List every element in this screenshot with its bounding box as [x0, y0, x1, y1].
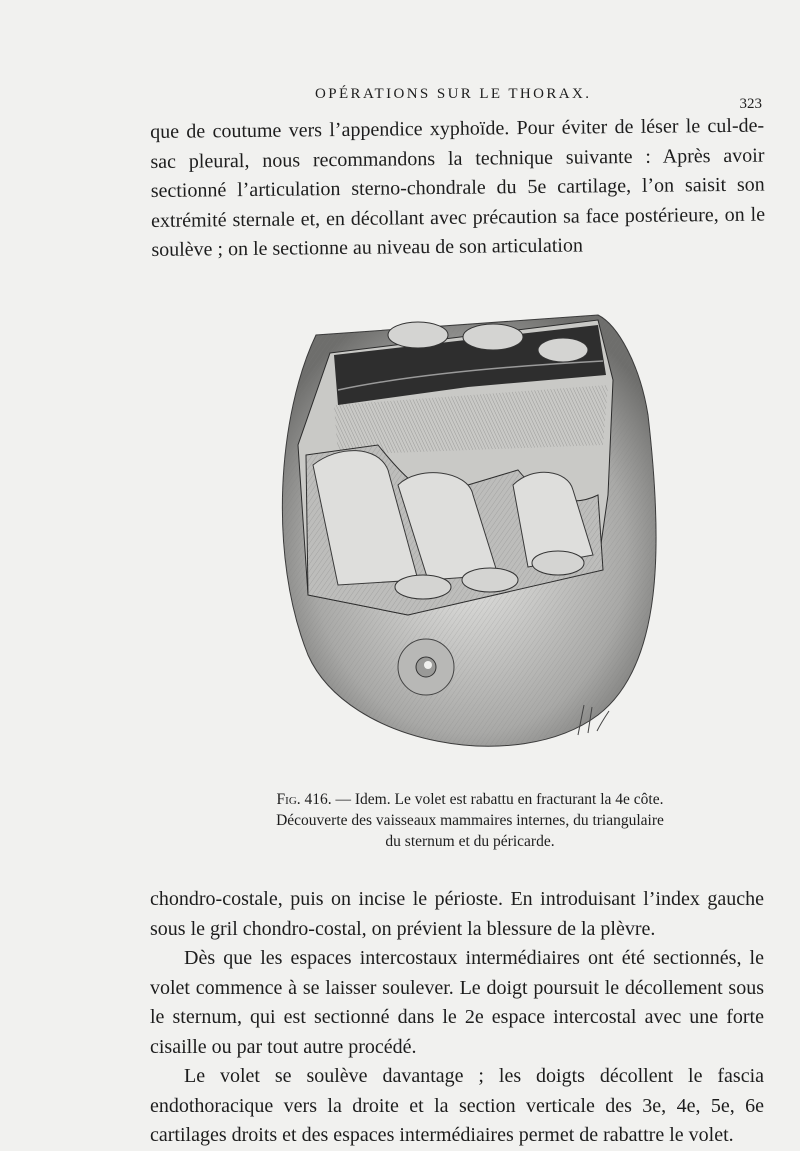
page-number: 323 [739, 96, 762, 112]
caption-text: — Idem. Le volet est rabattu en fracturant la 4e côte. [335, 791, 664, 808]
body-paragraph: que de coutume vers l’appendice xyphoïde. Pour éviter de léser le cul-de-sac pleural, nous recommandons la technique suivante : Après avoir sectionné l’articulation sterno-chondrale du 5e cartilage, l’on saisit son extrémité sternale et, en décollant avec précaution sa face postérieure, on le soulève ; on le sectionne au niveau de son articulation [150, 114, 766, 261]
figure-caption [200, 789, 740, 852]
body-paragraph: chondro-costale, puis on incise le périoste. En introduisant l’index gauche sous le gril chondro-costal, on prévient la blessure de la plèvre. [150, 888, 764, 940]
body-paragraph: Le volet se soulève davantage ; les doigts décollent le fascia endothoracique vers la droite et la section verticale des 3e, 4e, 5e, 6e cartilages droits et des espaces intermédiaires permet de rabattre le volet. [150, 1065, 764, 1146]
caption-line-3: du sternum et du péricarde. [385, 833, 555, 850]
anatomical-illustration [268, 295, 668, 765]
body-paragraph: Dès que les espaces intercostaux intermédiaires ont été sectionnés, le volet commence à se laisser soulever. Le doigt poursuit le décollement sous le sternum, qui est sectionné dans le 2e espace intercostal avec une forte cisaille ou par tout autre procédé. [150, 947, 764, 1058]
running-head: OPÉRATIONS SUR LE THORAX. [315, 86, 592, 102]
caption-line-1 [200, 789, 740, 810]
caption-line-2: Découverte des vaisseaux mammaires internes, du triangulaire [276, 812, 664, 829]
page-header [150, 86, 762, 110]
top-text-block [150, 112, 766, 266]
figure-label: Fig. 416. [276, 791, 332, 808]
bottom-text-block [150, 885, 764, 1151]
